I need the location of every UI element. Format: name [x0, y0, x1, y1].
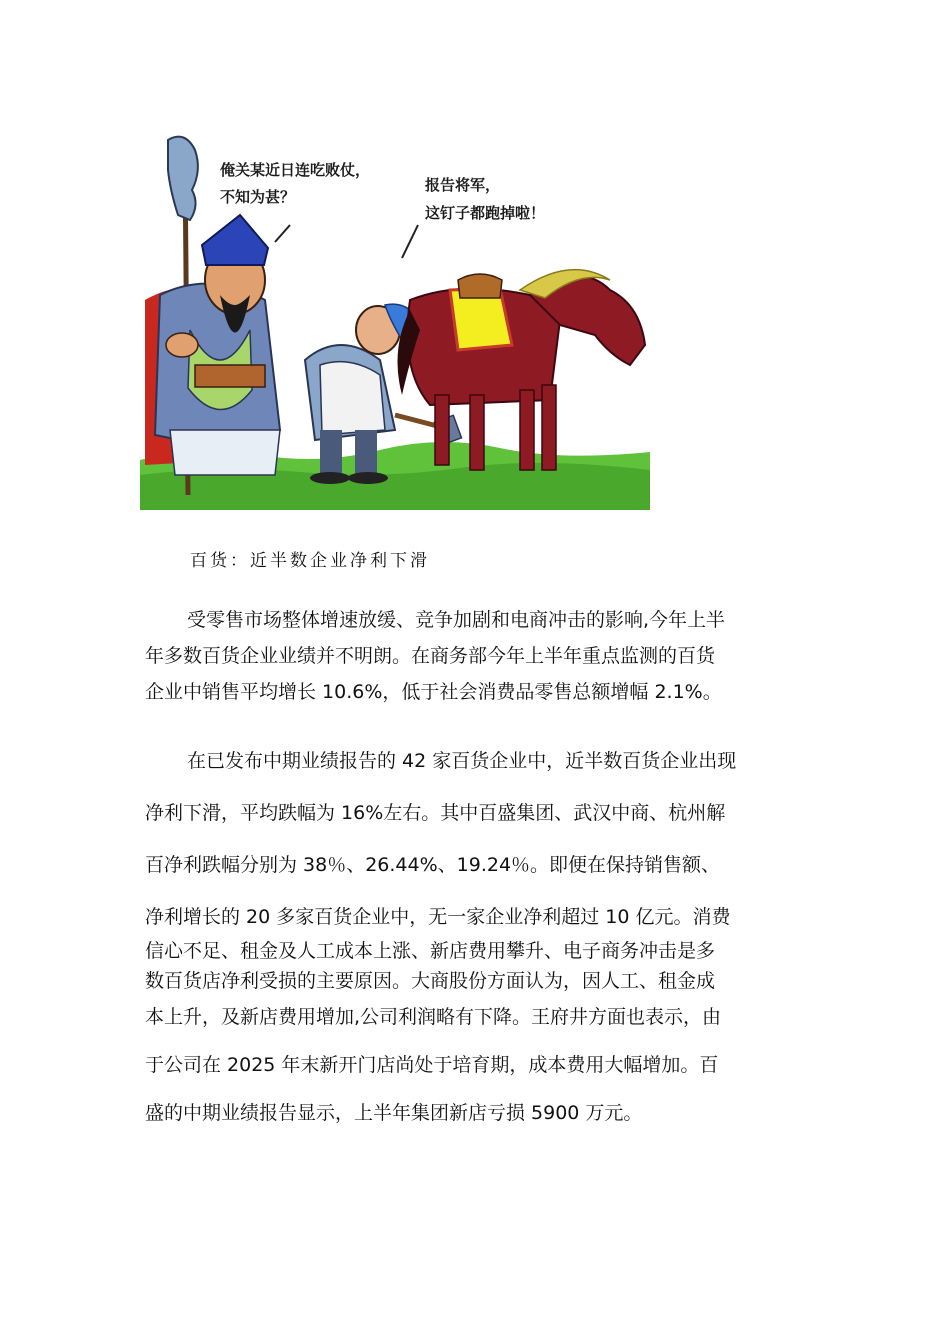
soldier-leg-right: [355, 430, 377, 475]
speech-general-line-2: 不知为甚？: [220, 188, 296, 206]
paragraph-1-line: 企业中销售平均增长 10.6%，低于社会消费品零售总额增幅 2.1%。: [145, 681, 722, 703]
speech-pointer-general: [275, 225, 290, 242]
paragraph-1-line: 受零售市场整体增速放缓、竞争加剧和电商冲击的影响,今年上半: [187, 609, 726, 631]
cartoon-illustration: [140, 130, 650, 510]
paragraph-2-line: 于公司在 2025 年末新开门店尚处于培育期，成本费用大幅增加。百: [145, 1054, 719, 1076]
paragraph-2-line: 在已发布中期业绩报告的 42 家百货企业中，近半数百货企业出现: [187, 750, 737, 772]
cartoon-svg: [140, 130, 650, 510]
paragraph-2-line: 百净利跌幅分别为 38％、26.44%、19.24％。即便在保持销售额、: [145, 854, 721, 876]
paragraph-2-line: 信心不足、租金及人工成本上涨、新店费用攀升、电子商务冲击是多: [145, 940, 716, 962]
speech-soldier-line-2: 这钉子都跑掉啦！: [425, 204, 546, 222]
general-skirt: [170, 430, 280, 475]
paragraph-1: [145, 602, 810, 710]
paragraph-2-line: 数百货店净利受损的主要原因。大商股份方面认为，因人工、租金成: [145, 970, 716, 992]
paragraph-2-line: 本上升，及新店费用增加,公司利润略有下降。王府井方面也表示，由: [145, 1006, 722, 1028]
halberd-blade: [168, 137, 198, 220]
general-hand: [166, 333, 198, 357]
soldier-shoe-left: [310, 472, 350, 484]
horse-leg-4: [542, 385, 556, 470]
speech-pointer-soldier: [402, 225, 418, 258]
general-hat: [202, 215, 268, 265]
horse-leg-3: [520, 390, 534, 470]
speech-general-line-1: 俺关某近日连吃败仗，: [220, 161, 371, 179]
soldier-shoe-right: [348, 472, 388, 484]
horse-saddle: [458, 274, 502, 298]
paragraph-2-line: 净利增长的 20 多家百货企业中，无一家企业净利超过 10 亿元。消费: [145, 906, 731, 928]
paragraph-2-line: 净利下滑，平均跌幅为 16%左右。其中百盛集团、武汉中商、杭州解: [145, 802, 726, 824]
paragraph-2-line: 盛的中期业绩报告显示，上半年集团新店亏损 5900 万元。: [145, 1102, 643, 1124]
soldier-leg-left: [320, 430, 342, 475]
paragraph-1-line: 年多数百货企业业绩并不明朗。在商务部今年上半年重点监测的百货: [145, 645, 716, 667]
soldier-apron: [320, 362, 385, 435]
speech-soldier-line-1: 报告将军，: [425, 176, 501, 194]
horse-leg-2: [470, 395, 484, 470]
general-belt: [195, 365, 265, 387]
section-title: 百货：近半数企业净利下滑: [190, 551, 430, 571]
horse-leg-1: [435, 395, 449, 465]
